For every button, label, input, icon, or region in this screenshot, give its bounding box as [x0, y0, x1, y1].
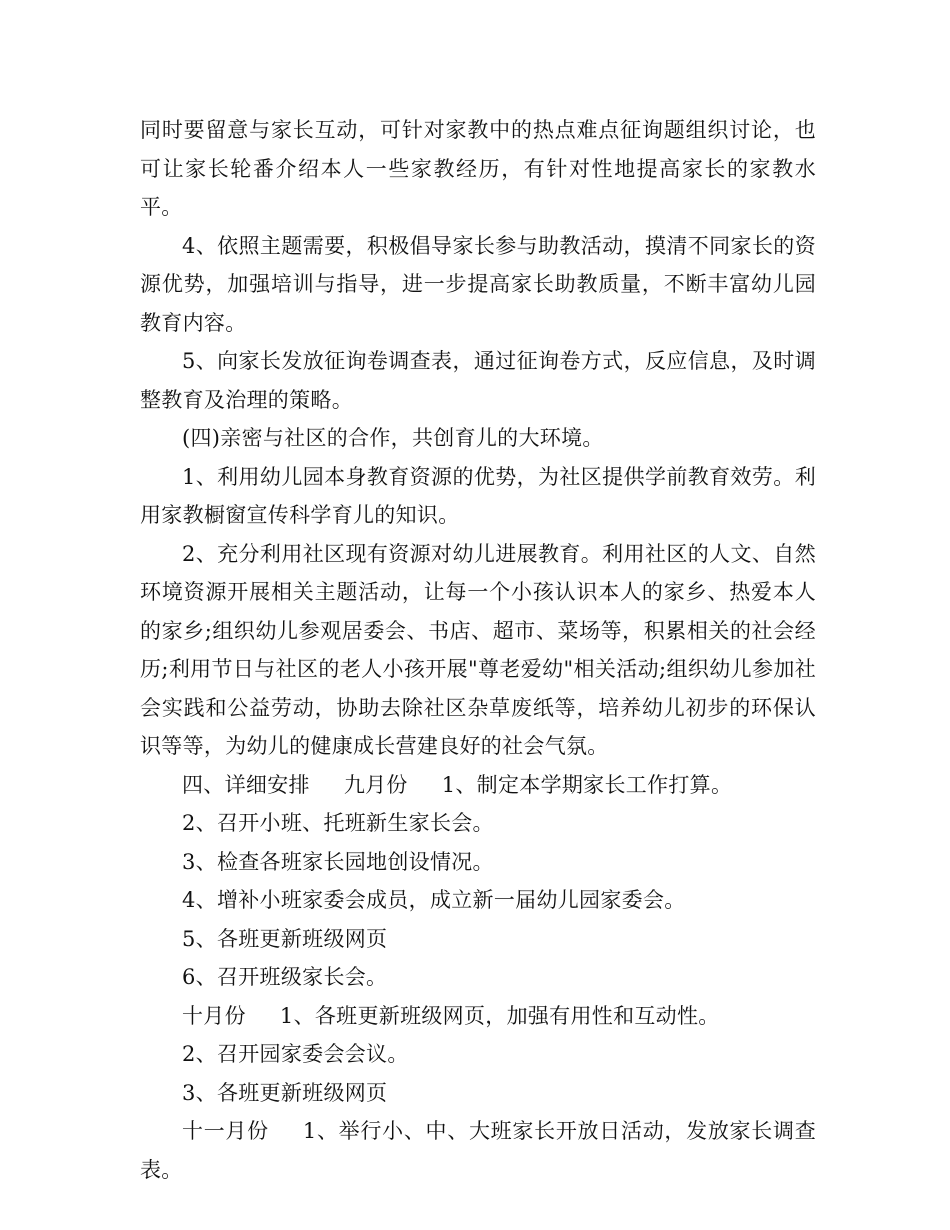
paragraph-questionnaire: 5、向家长发放征询卷调查表，通过征询卷方式，反应信息，及时调整教育及治理的策略。 — [140, 349, 816, 412]
november-item-1: 1、举行小、中、大班家长开放日活动，发放家长调查表。 — [140, 1119, 817, 1182]
paragraph-community-education: 2、充分利用社区现有资源对幼儿进展教育。利用社区的人文、自然环境资源开展相关主题活动，让每一个小孩认识本人的家乡、热爱本人的家乡;组织幼儿参观居委会、书店、超市、菜场等，积累相关的社会经历;利用节日与社区的老人小孩开展"尊老爱幼"相关活动;组织幼儿参加社会实践和公益劳动，协助去除社区杂草废纸等，培养幼儿初步的环保认识等等，为幼儿的健康成长营建良好的社会气氛。 — [140, 541, 816, 758]
section-heading-community: (四)亲密与社区的合作，共创育儿的大环境。 — [182, 426, 604, 450]
month-september: 九月份 — [343, 772, 408, 797]
paragraph-home-interaction: 同时要留意与家长互动，可针对家教中的热点难点征询题组织讨论，也可让家长轮番介绍本人一些家教经历，有针对性地提高家长的家教水平。 — [140, 118, 816, 219]
september-item-5: 5、各班更新班级网页 — [182, 926, 388, 951]
schedule-heading: 四、详细安排 — [182, 772, 310, 797]
schedule-september-line — [140, 766, 816, 805]
september-item-4: 4、增补小班家委会成员，成立新一届幼儿园家委会。 — [182, 888, 686, 912]
paragraph-community-resources: 1、利用幼儿园本身教育资源的优势，为社区提供学前教育效劳。利用家教橱窗宣传科学育儿的知识。 — [140, 464, 816, 527]
document-page — [140, 111, 816, 1189]
paragraph-parent-teaching-assist: 4、依照主题需要，积极倡导家长参与助教活动，摸清不同家长的资源优势，加强培训与指导，进一步提高家长助教质量，不断丰富幼儿园教育内容。 — [140, 233, 816, 335]
september-item-2: 2、召开小班、托班新生家长会。 — [182, 811, 494, 835]
october-item-2: 2、召开园家委会会议。 — [182, 1042, 409, 1066]
schedule-october-line — [140, 997, 816, 1036]
schedule-november-line — [140, 1112, 816, 1189]
month-november: 十一月份 — [182, 1119, 269, 1143]
october-item-3: 3、各班更新班级网页 — [182, 1080, 388, 1105]
september-item-1: 1、制定本学期家长工作打算。 — [441, 772, 733, 797]
month-october: 十月份 — [182, 1003, 246, 1028]
october-item-1: 1、各班更新班级网页，加强有用性和互动性。 — [279, 1003, 720, 1028]
september-item-3: 3、检查各班家长园地创设情况。 — [182, 849, 494, 874]
september-item-6: 6、召开班级家长会。 — [182, 965, 388, 989]
